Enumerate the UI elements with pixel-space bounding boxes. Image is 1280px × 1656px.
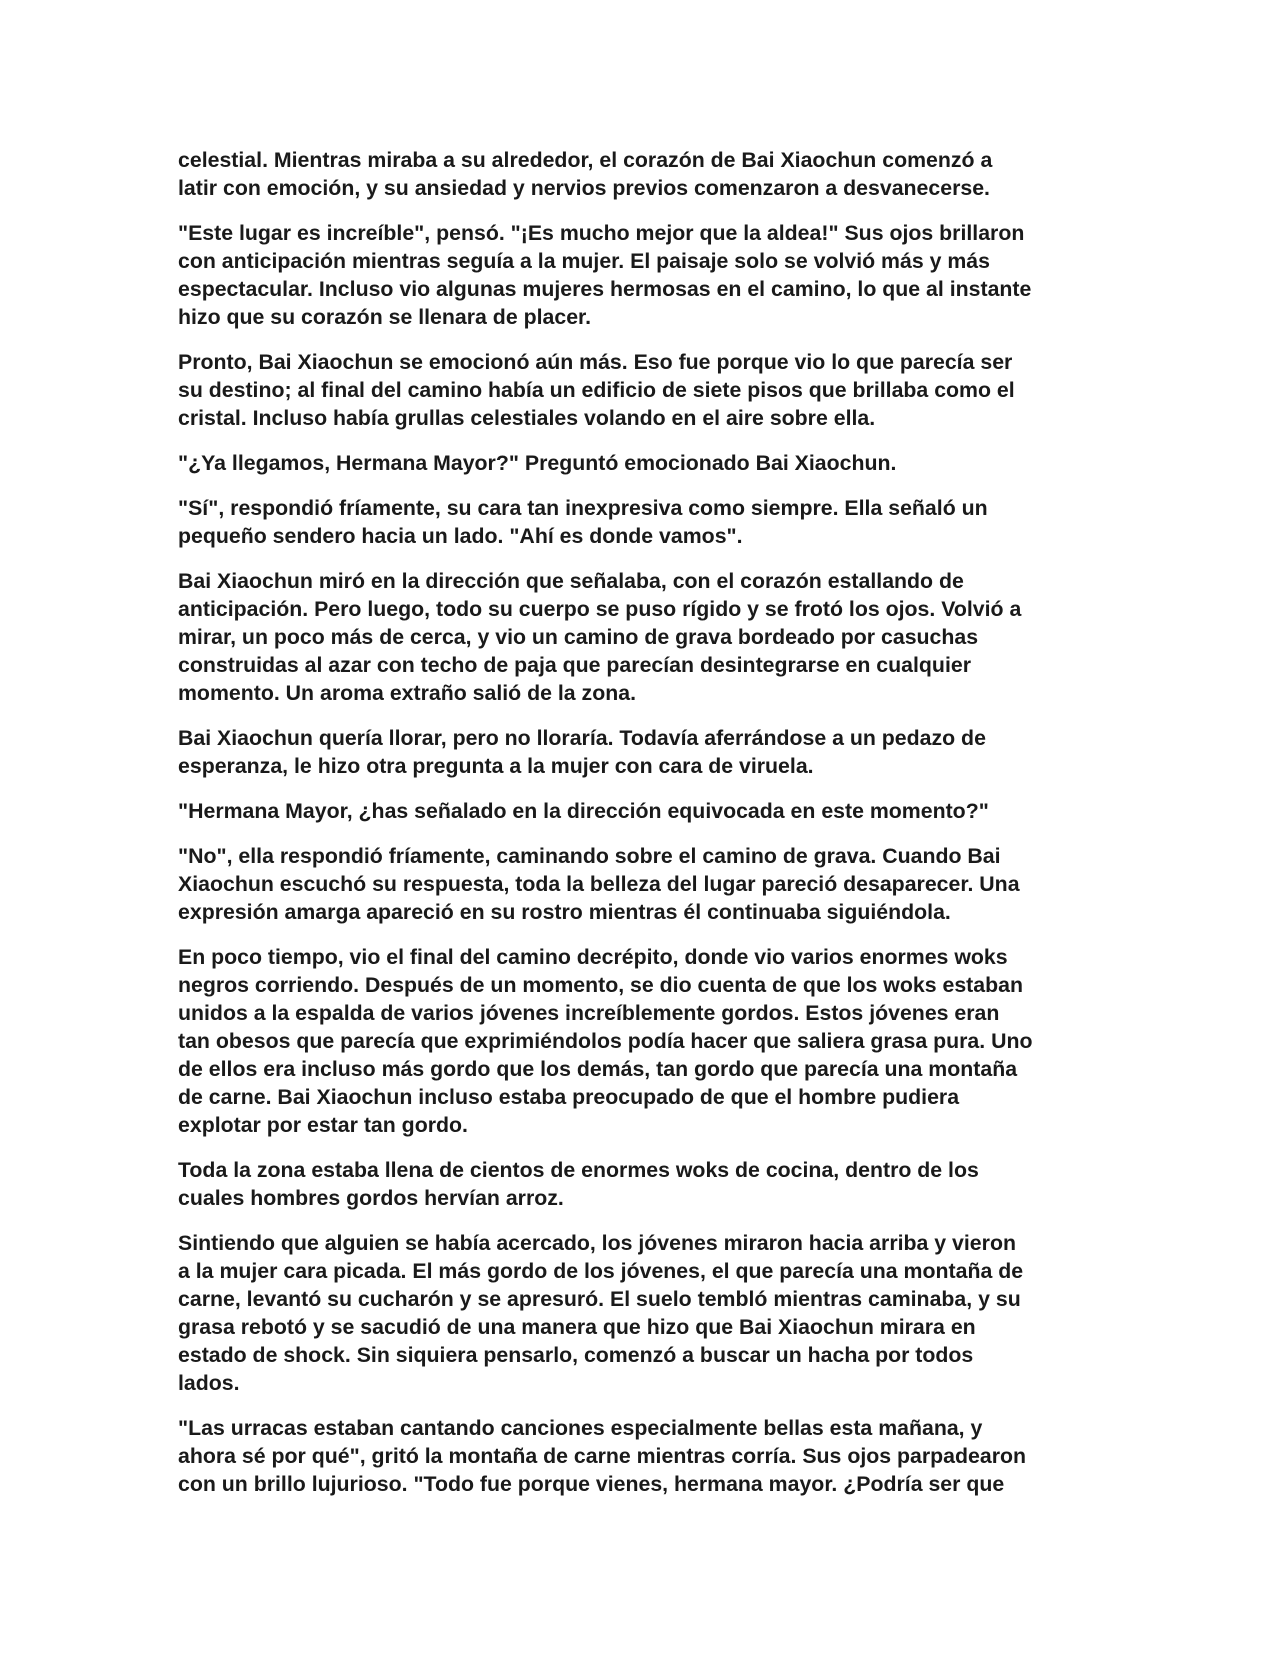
paragraph-7: Bai Xiaochun quería llorar, pero no lloraría. Todavía aferrándose a un pedazo de esperanza, le hizo otra pregunta a la mujer con cara de viruela. [178,726,986,778]
paragraph-1: celestial. Mientras miraba a su alrededor, el corazón de Bai Xiaochun comenzó a latir con emoción, y su ansiedad y nervios previos comenzaron a desvanecerse. [178,148,993,200]
text-body [178,146,1108,1515]
paragraph-5: "Sí", respondió fríamente, su cara tan inexpresiva como siempre. Ella señaló un pequeño sendero hacia un lado. "Ahí es donde vamos". [178,496,988,548]
paragraph-10: En poco tiempo, vio el final del camino decrépito, donde vio varios enormes woks negros corriendo. Después de un momento, se dio cuenta de que los woks estaban unidos a la espalda de varios jóvenes increíblemente gordos. Estos jóvenes eran tan obesos que parecía que exprimiéndolos podía hacer que saliera grasa pura. Uno de ellos era incluso más gordo que los demás, tan gordo que parecía una montaña de carne. Bai Xiaochun incluso estaba preocupado de que el hombre pudiera explotar por estar tan gordo. [178,945,1033,1137]
paragraph-11: Toda la zona estaba llena de cientos de enormes woks de cocina, dentro de los cuales hombres gordos hervían arroz. [178,1158,979,1210]
paragraph-9: "No", ella respondió fríamente, caminando sobre el camino de grava. Cuando Bai Xiaochun escuchó su respuesta, toda la belleza del lugar pareció desaparecer. Una expresión amarga apareció en su rostro mientras él continuaba siguiéndola. [178,844,1020,924]
paragraph-12: Sintiendo que alguien se había acercado, los jóvenes miraron hacia arriba y vieron a la mujer cara picada. El más gordo de los jóvenes, el que parecía una montaña de carne, levantó su cucharón y se apresuró. El suelo tembló mientras caminaba, y su grasa rebotó y se sacudió de una manera que hizo que Bai Xiaochun mirara en estado de shock. Sin siquiera pensarlo, comenzó a buscar un hacha por todos lados. [178,1231,1024,1395]
paragraph-6: Bai Xiaochun miró en la dirección que señalaba, con el corazón estallando de anticipación. Pero luego, todo su cuerpo se puso rígido y se frotó los ojos. Volvió a mirar, un poco más de cerca, y vio un camino de grava bordeado por casuchas construidas al azar con techo de paja que parecían desintegrarse en cualquier momento. Un aroma extraño salió de la zona. [178,569,1022,705]
paragraph-2: "Este lugar es increíble", pensó. "¡Es mucho mejor que la aldea!" Sus ojos brillaron con anticipación mientras seguía a la mujer. El paisaje solo se volvió más y más espectacular. Incluso vio algunas mujeres hermosas en el camino, lo que al instante hizo que su corazón se llenara de placer. [178,221,1032,329]
paragraph-4: "¿Ya llegamos, Hermana Mayor?" Preguntó emocionado Bai Xiaochun. [178,451,897,475]
paragraph-13: "Las urracas estaban cantando canciones especialmente bellas esta mañana, y ahora sé por qué", gritó la montaña de carne mientras corría. Sus ojos parpadearon con un brillo lujurioso. "Todo fue porque vienes, hermana mayor. ¿Podría ser que [178,1416,1027,1496]
paragraph-3: Pronto, Bai Xiaochun se emocionó aún más. Eso fue porque vio lo que parecía ser su destino; al final del camino había un edificio de siete pisos que brillaba como el cristal. Incluso había grullas celestiales volando en el aire sobre ella. [178,350,1015,430]
paragraph-8: "Hermana Mayor, ¿has señalado en la dirección equivocada en este momento?" [178,799,989,823]
